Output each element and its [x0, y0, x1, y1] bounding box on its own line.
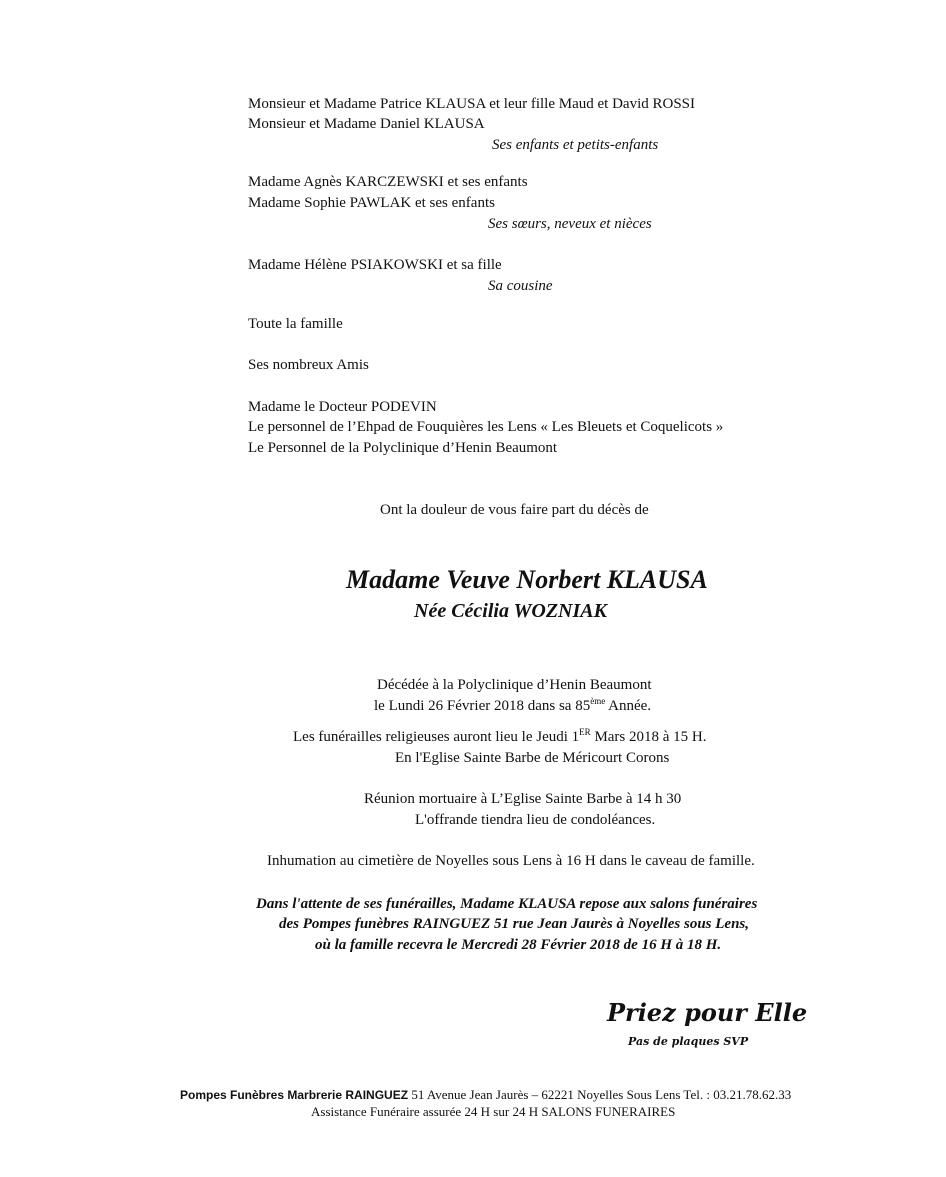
family-line: Toute la famille — [248, 316, 343, 332]
deceased-maiden-name: Née Cécilia WOZNIAK — [414, 600, 607, 622]
care-line: Madame le Docteur PODEVIN — [248, 399, 437, 415]
death-place: Décédée à la Polyclinique d’Henin Beaumont — [377, 677, 652, 693]
church: En l'Eglise Sainte Barbe de Méricourt Corons — [395, 750, 670, 766]
deceased-name: Madame Veuve Norbert KLAUSA — [346, 565, 708, 594]
rest-line: où la famille recevra le Mercredi 28 Février 2018 de 16 H à 18 H. — [315, 937, 722, 953]
care-line: Le personnel de l’Ehpad de Fouquières les Lens « Les Bleuets et Coquelicots » — [248, 419, 724, 435]
gathering: Réunion mortuaire à L’Eglise Sainte Barbe à 14 h 30 — [364, 791, 682, 807]
announcement: Ont la douleur de vous faire part du décès de — [380, 502, 649, 518]
family-role: Sa cousine — [488, 278, 553, 294]
company-name: Pompes Funèbres Marbrerie RAINGUEZ — [180, 1088, 409, 1102]
rest-line: des Pompes funèbres RAINGUEZ 51 rue Jean Jaurès à Noyelles sous Lens, — [279, 916, 750, 932]
funeral-date: Les funérailles religieuses auront lieu le Jeudi 1ER Mars 2018 à 15 H. — [293, 727, 707, 745]
family-line: Madame Sophie PAWLAK et ses enfants — [248, 195, 495, 211]
burial: Inhumation au cimetière de Noyelles sous Lens à 16 H dans le caveau de famille. — [267, 853, 755, 869]
family-line: Madame Hélène PSIAKOWSKI et sa fille — [248, 257, 502, 273]
family-role: Ses enfants et petits-enfants — [492, 137, 659, 153]
footer-assistance: Assistance Funéraire assurée 24 H sur 24 H SALONS FUNERAIRES — [311, 1104, 676, 1119]
family-line: Monsieur et Madame Patrice KLAUSA et leur fille Maud et David ROSSI — [248, 96, 695, 112]
rest-line: Dans l'attente de ses funérailles, Madame KLAUSA repose aux salons funéraires — [256, 896, 758, 912]
family-role: Ses sœurs, neveux et nièces — [488, 216, 652, 232]
family-line: Monsieur et Madame Daniel KLAUSA — [248, 116, 485, 132]
care-line: Le Personnel de la Polyclinique d’Henin Beaumont — [248, 440, 558, 456]
family-line: Ses nombreux Amis — [248, 357, 369, 373]
company-address: 51 Avenue Jean Jaurès – 62221 Noyelles Sous Lens Tel. : 03.21.78.62.33 — [408, 1087, 792, 1102]
no-plaques-note: Pas de plaques SVP — [628, 1035, 749, 1048]
offering: L'offrande tiendra lieu de condoléances. — [415, 812, 656, 828]
family-line: Madame Agnès KARCZEWSKI et ses enfants — [248, 174, 528, 190]
death-date: le Lundi 26 Février 2018 dans sa 85ème Année. — [374, 696, 652, 714]
footer-line — [180, 1086, 791, 1104]
prayer: Priez pour Elle — [607, 998, 808, 1027]
